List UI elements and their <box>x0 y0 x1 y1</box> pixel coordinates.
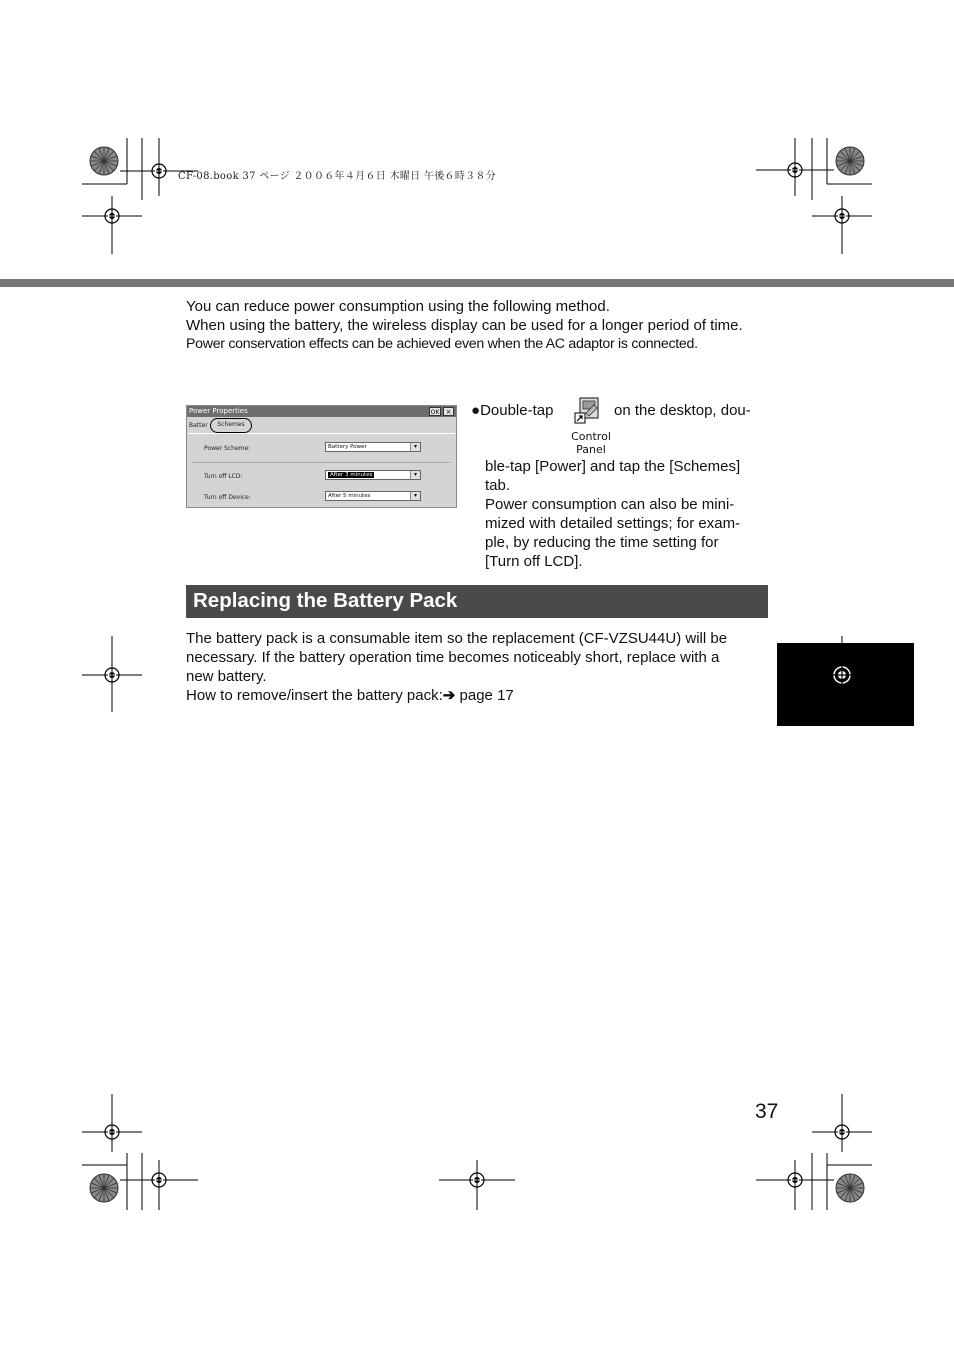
turn-off-lcd-select[interactable] <box>325 470 421 480</box>
icon-label-line: Panel <box>576 443 606 456</box>
print-header-meta: CF-08.book 37 ページ ２００６年４月６日 木曜日 午後６時３８分 <box>178 171 497 182</box>
instruction-line: tab. <box>485 477 511 494</box>
battery-line: new battery. <box>186 668 267 685</box>
battery-line: necessary. If the battery operation time becomes noticeably short, replace with a <box>186 649 720 666</box>
header-rule <box>0 279 954 287</box>
turn-off-lcd-label: Turn off LCD: <box>204 473 243 480</box>
instruction-line: [Turn off LCD]. <box>485 553 583 570</box>
chevron-down-icon: ▾ <box>410 471 420 479</box>
chevron-down-icon: ▾ <box>410 492 420 500</box>
instruction-line: mized with detailed settings; for exam- <box>485 515 741 532</box>
intro-line: You can reduce power consumption using the following method. <box>186 298 610 315</box>
instruction-line: Power consumption can also be mini- <box>485 496 735 513</box>
chapter-side-tab <box>777 643 914 726</box>
power-properties-dialog <box>186 405 457 508</box>
power-scheme-value: Battery Power <box>328 444 367 450</box>
section-title: Replacing the Battery Pack <box>193 589 458 612</box>
instruction-after-icon: on the desktop, dou- <box>614 402 751 419</box>
turn-off-device-value: After 5 minutes <box>328 493 371 499</box>
crosshair-icon <box>831 664 853 686</box>
control-panel-icon-label <box>566 430 616 456</box>
intro-line: When using the battery, the wireless display can be used for a longer period of time. <box>186 317 743 334</box>
dialog-ok-button[interactable]: OK <box>430 409 440 416</box>
dialog-close-icon[interactable]: × <box>443 407 454 416</box>
tab-battery[interactable]: Batter <box>189 422 208 429</box>
arrow-right-icon: ➔ <box>442 687 456 704</box>
battery-paragraph <box>186 629 776 705</box>
chevron-down-icon: ▾ <box>410 443 420 451</box>
intro-line: Power conservation effects can be achieved even when the AC adaptor is connected. <box>186 336 698 352</box>
power-scheme-label: Power Scheme: <box>204 445 251 452</box>
turn-off-device-select[interactable] <box>325 491 421 501</box>
control-panel-icon <box>574 396 604 426</box>
instruction-line: ple, by reducing the time setting for <box>485 534 719 551</box>
intro-paragraph <box>186 297 766 354</box>
turn-off-device-label: Turn off Device: <box>204 494 251 501</box>
divider <box>192 462 451 463</box>
bullet-icon: ● <box>471 402 481 419</box>
dialog-body <box>188 433 455 506</box>
tab-schemes[interactable]: Schemes <box>210 418 252 433</box>
dialog-title: Power Properties <box>187 406 456 417</box>
power-scheme-select[interactable] <box>325 442 421 452</box>
instruction-lead <box>471 401 553 420</box>
turn-off-lcd-value: After 3 minutes <box>330 472 373 478</box>
instruction-line: ble-tap [Power] and tap the [Schemes] <box>485 458 741 475</box>
section-heading-bar <box>186 585 768 618</box>
page-reference-page: page 17 <box>455 687 514 704</box>
instruction-lead-text: Double-tap <box>480 402 554 419</box>
page-reference-text: How to remove/insert the battery pack: <box>186 687 443 704</box>
page-reference[interactable] <box>186 686 776 705</box>
icon-label-line: Control <box>571 430 611 443</box>
battery-line: The battery pack is a consumable item so the replacement (CF-VZSU44U) will be <box>186 630 728 647</box>
instruction-body <box>485 457 767 571</box>
page-number: 37 <box>755 1100 779 1123</box>
